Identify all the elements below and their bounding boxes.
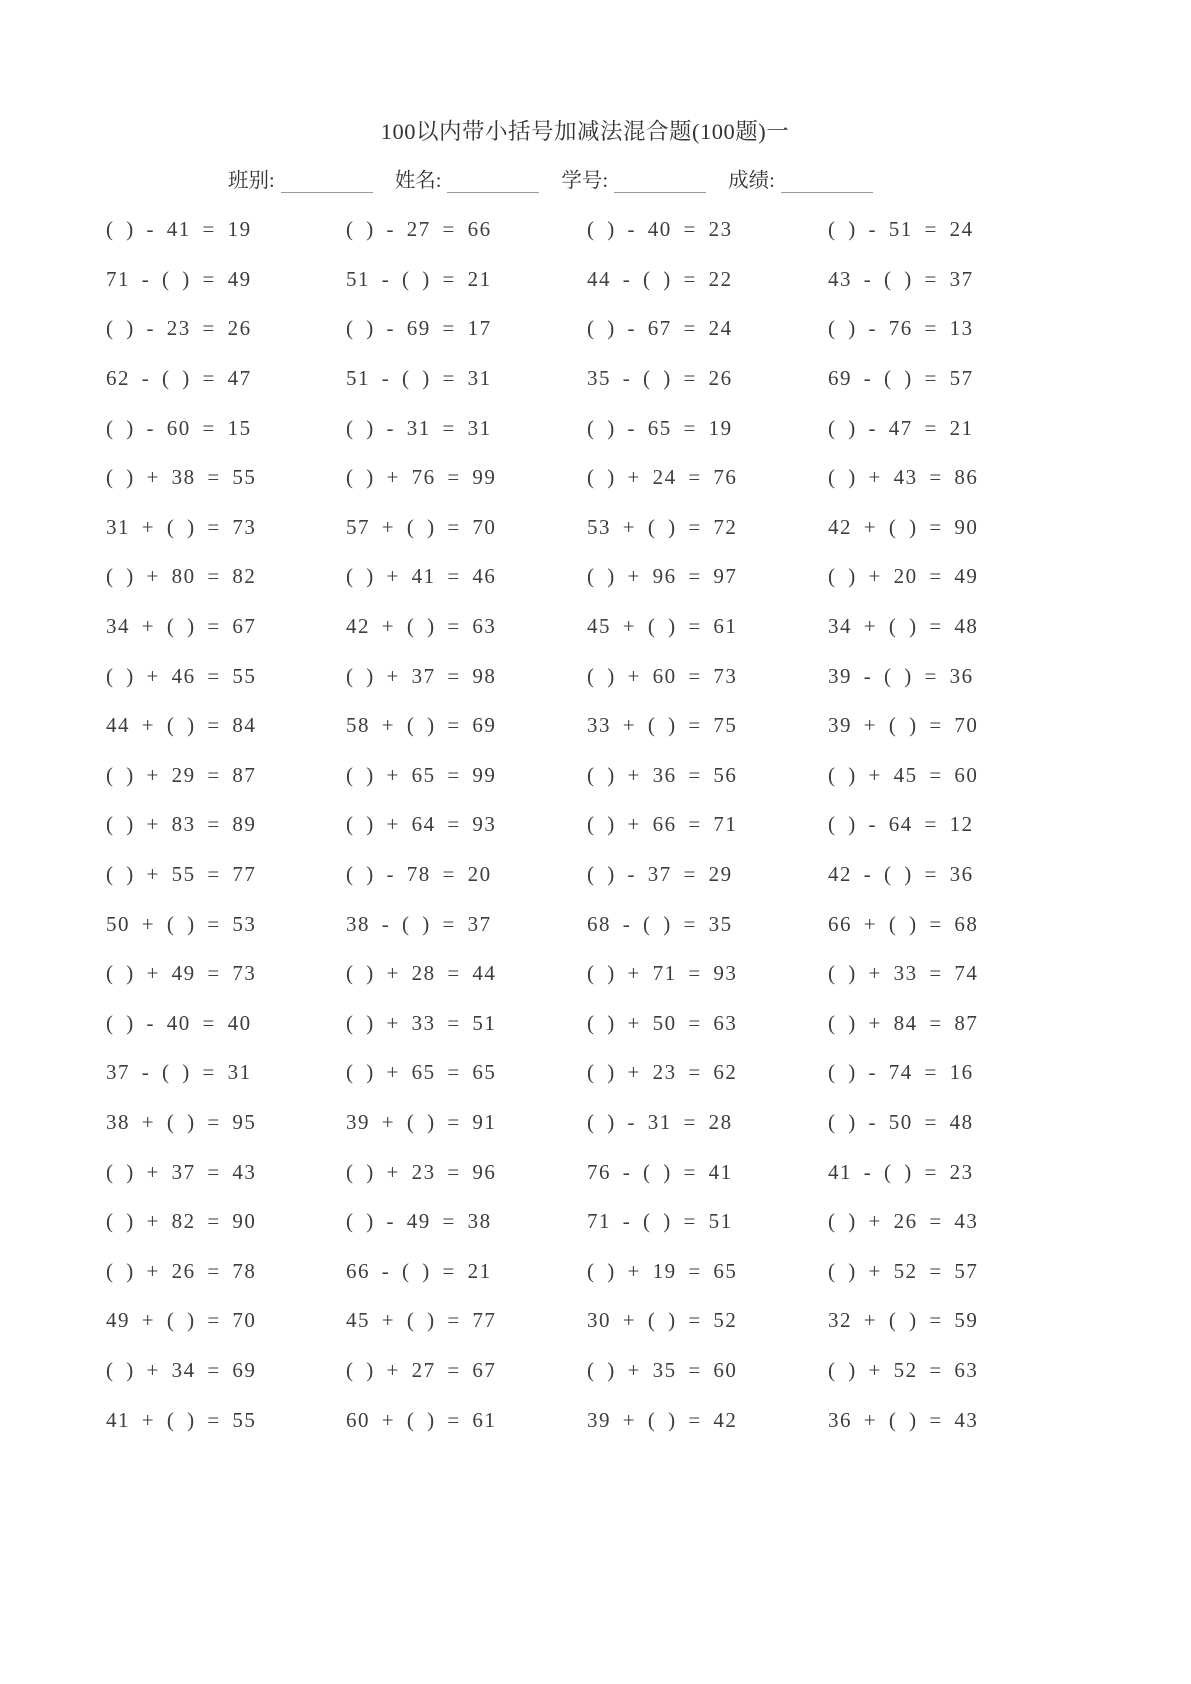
problem-cell: ( ) + 52 = 57	[828, 1258, 979, 1283]
problem-cell: ( ) + 66 = 71	[587, 812, 738, 837]
problem-cell: 39 + ( ) = 70	[828, 713, 979, 738]
problem-cell: 76 - ( ) = 41	[587, 1159, 733, 1184]
field-student-id-blank	[614, 170, 706, 193]
problem-cell: ( ) - 37 = 29	[587, 862, 733, 887]
problem-cell: 49 + ( ) = 70	[106, 1308, 257, 1333]
field-name-label: 姓名:	[394, 170, 442, 192]
problem-cell: ( ) + 65 = 65	[346, 1060, 497, 1085]
problem-cell: ( ) + 29 = 87	[106, 762, 257, 787]
problem-cell: ( ) + 71 = 93	[587, 961, 738, 986]
problem-cell: ( ) + 27 = 67	[346, 1357, 497, 1382]
problem-cell: ( ) + 28 = 44	[346, 961, 497, 986]
problem-cell: 37 - ( ) = 31	[106, 1060, 252, 1085]
problem-cell: 58 + ( ) = 69	[346, 713, 497, 738]
field-class-label: 班别:	[228, 170, 275, 192]
problem-cell: 71 - ( ) = 51	[587, 1209, 733, 1234]
problem-cell: ( ) - 60 = 15	[106, 415, 252, 440]
problem-cell: 66 - ( ) = 21	[346, 1258, 492, 1283]
problem-cell: 71 - ( ) = 49	[106, 266, 252, 291]
page-title: 100以内带小括号加减法混合题(100题)一	[380, 119, 790, 144]
problem-cell: ( ) - 47 = 21	[828, 415, 974, 440]
problem-cell: ( ) - 49 = 38	[346, 1209, 492, 1234]
problem-cell: 45 + ( ) = 77	[346, 1308, 497, 1333]
problem-cell: ( ) - 65 = 19	[587, 415, 733, 440]
problem-cell: 66 + ( ) = 68	[828, 911, 979, 936]
problem-cell: ( ) + 52 = 63	[828, 1357, 979, 1382]
problem-cell: 42 + ( ) = 90	[828, 514, 979, 539]
problem-cell: 36 + ( ) = 43	[828, 1407, 979, 1432]
field-name-blank	[447, 170, 539, 193]
problem-cell: ( ) + 65 = 99	[346, 762, 497, 787]
problem-cell: 44 + ( ) = 84	[106, 713, 257, 738]
field-name	[395, 163, 540, 193]
problem-cell: 57 + ( ) = 70	[346, 514, 497, 539]
field-class-blank	[281, 170, 373, 193]
problem-cell: 39 - ( ) = 36	[828, 663, 974, 688]
problem-cell: 41 + ( ) = 55	[106, 1407, 257, 1432]
problem-cell: ( ) + 50 = 63	[587, 1010, 738, 1035]
problem-cell: ( ) + 41 = 46	[346, 564, 497, 589]
problem-cell: 38 + ( ) = 95	[106, 1109, 257, 1134]
problem-cell: ( ) + 33 = 51	[346, 1010, 497, 1035]
problem-cell: ( ) + 38 = 55	[106, 465, 257, 490]
problem-cell: ( ) + 34 = 69	[106, 1357, 257, 1382]
problem-cell: ( ) - 23 = 26	[106, 316, 252, 341]
problem-cell: ( ) + 96 = 97	[587, 564, 738, 589]
problem-cell: ( ) + 26 = 78	[106, 1258, 257, 1283]
problem-cell: ( ) - 31 = 31	[346, 415, 492, 440]
problem-cell: ( ) + 60 = 73	[587, 663, 738, 688]
problem-cell: ( ) - 31 = 28	[587, 1109, 733, 1134]
problem-cell: ( ) + 80 = 82	[106, 564, 257, 589]
problem-cell: ( ) + 35 = 60	[587, 1357, 738, 1382]
problem-cell: 34 + ( ) = 67	[106, 614, 257, 639]
problem-cell: 42 - ( ) = 36	[828, 862, 974, 887]
problem-cell: ( ) - 50 = 48	[828, 1109, 974, 1134]
problem-cell: 38 - ( ) = 37	[346, 911, 492, 936]
problems-grid	[106, 205, 1086, 1445]
problem-cell: ( ) + 55 = 77	[106, 862, 257, 887]
problem-cell: 33 + ( ) = 75	[587, 713, 738, 738]
problem-cell: 43 - ( ) = 37	[828, 266, 974, 291]
problem-cell: 42 + ( ) = 63	[346, 614, 497, 639]
problem-cell: 50 + ( ) = 53	[106, 911, 257, 936]
problem-cell: ( ) - 40 = 40	[106, 1010, 252, 1035]
problem-cell: 69 - ( ) = 57	[828, 366, 974, 391]
problem-cell: ( ) + 19 = 65	[587, 1258, 738, 1283]
problem-cell: 51 - ( ) = 21	[346, 266, 492, 291]
problem-cell: 68 - ( ) = 35	[587, 911, 733, 936]
student-info-line	[228, 163, 873, 193]
problem-cell: ( ) + 46 = 55	[106, 663, 257, 688]
problem-cell: ( ) + 23 = 96	[346, 1159, 497, 1184]
problem-cell: 41 - ( ) = 23	[828, 1159, 974, 1184]
field-class	[228, 163, 373, 193]
problem-cell: 30 + ( ) = 52	[587, 1308, 738, 1333]
field-score-blank	[781, 170, 873, 193]
problem-cell: 60 + ( ) = 61	[346, 1407, 497, 1432]
problem-cell: ( ) + 84 = 87	[828, 1010, 979, 1035]
problem-cell: ( ) + 37 = 43	[106, 1159, 257, 1184]
problem-cell: 34 + ( ) = 48	[828, 614, 979, 639]
problem-cell: ( ) + 83 = 89	[106, 812, 257, 837]
field-student-id-label: 学号:	[561, 170, 609, 192]
problem-cell: ( ) + 33 = 74	[828, 961, 979, 986]
problem-cell: 51 - ( ) = 31	[346, 366, 492, 391]
problem-cell: ( ) + 43 = 86	[828, 465, 979, 490]
problem-cell: 53 + ( ) = 72	[587, 514, 738, 539]
problem-cell: ( ) + 64 = 93	[346, 812, 497, 837]
problem-cell: ( ) - 78 = 20	[346, 862, 492, 887]
field-score	[728, 163, 873, 193]
problem-cell: ( ) + 82 = 90	[106, 1209, 257, 1234]
problem-cell: 39 + ( ) = 42	[587, 1407, 738, 1432]
problem-cell: 35 - ( ) = 26	[587, 366, 733, 391]
problem-cell: ( ) - 40 = 23	[587, 217, 733, 242]
problem-cell: ( ) - 76 = 13	[828, 316, 974, 341]
problem-cell: 44 - ( ) = 22	[587, 266, 733, 291]
field-student-id	[561, 163, 706, 193]
problem-cell: ( ) + 76 = 99	[346, 465, 497, 490]
problem-cell: 39 + ( ) = 91	[346, 1109, 497, 1134]
problem-cell: ( ) + 23 = 62	[587, 1060, 738, 1085]
problem-cell: ( ) - 51 = 24	[828, 217, 974, 242]
problem-cell: ( ) + 24 = 76	[587, 465, 738, 490]
problem-cell: ( ) - 69 = 17	[346, 316, 492, 341]
problem-cell: 32 + ( ) = 59	[828, 1308, 979, 1333]
problem-cell: ( ) + 37 = 98	[346, 663, 497, 688]
problem-cell: ( ) - 41 = 19	[106, 217, 252, 242]
problem-cell: ( ) - 27 = 66	[346, 217, 492, 242]
problem-cell: ( ) + 49 = 73	[106, 961, 257, 986]
problem-cell: 31 + ( ) = 73	[106, 514, 257, 539]
problem-cell: 62 - ( ) = 47	[106, 366, 252, 391]
field-score-label: 成绩:	[728, 170, 775, 192]
problem-cell: ( ) + 45 = 60	[828, 762, 979, 787]
problem-cell: ( ) + 26 = 43	[828, 1209, 979, 1234]
problem-cell: ( ) - 67 = 24	[587, 316, 733, 341]
problem-cell: ( ) + 20 = 49	[828, 564, 979, 589]
problem-cell: ( ) - 64 = 12	[828, 812, 974, 837]
problem-cell: 45 + ( ) = 61	[587, 614, 738, 639]
problem-cell: ( ) + 36 = 56	[587, 762, 738, 787]
problem-cell: ( ) - 74 = 16	[828, 1060, 974, 1085]
